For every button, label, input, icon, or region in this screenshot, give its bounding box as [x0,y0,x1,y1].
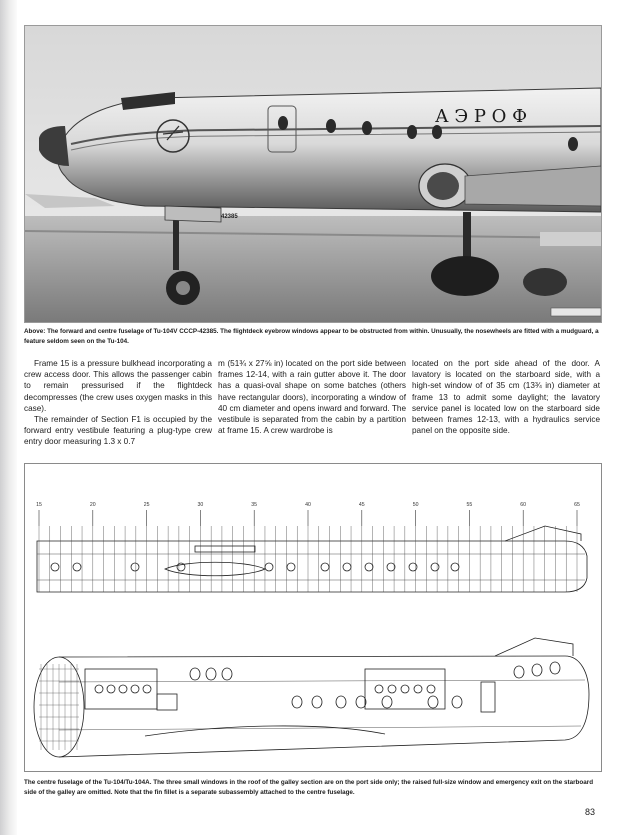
frame-label: 35 [251,502,258,508]
paragraph: located on the port side ahead of the door. A lavatory is located on the starboard side, with a high-set window of of 35 cm (13¾ in) diameter at frame 13 to admit some daylight; the lavatory service panel is located low on the starboard side between frames 12-13, with a hydraulics service panel on the opposite side. [412,359,600,436]
window [550,662,560,674]
body-column-1 [24,358,212,448]
fuselage-drawing [24,463,602,772]
frame-label: 60 [520,502,527,508]
body-column-3 [412,358,600,448]
emergency-exit [157,694,177,710]
main-gear-shadow [523,268,567,296]
page-number: 83 [584,807,595,817]
window [365,563,373,571]
window [287,563,295,571]
cutaway-window [401,685,409,693]
nose-wheel-hub [176,281,190,295]
bulkhead-grid [39,664,79,750]
frame-label: 30 [197,502,204,508]
nose-gear-doors [165,206,221,222]
paragraph: m (51¾ x 27⅝ in) located on the port side between frames 12-14, with a rain gutter above it. The door has a quasi-oval shape on some batches (others have rectangular doors), incorporating a window of 40 cm diameter and opens inward and forward. The vestibule is separated from the cabin by a partition at frame 15. A crew wardrobe is [218,359,406,436]
body-column-2 [218,358,406,448]
window [73,563,81,571]
window [514,666,524,678]
perspective-stringers [59,680,585,730]
paragraph: The remainder of Section F1 is occupied by the forward entry vestibule featuring a plug-type crew entry door measuring 1.3 x 0.7 [24,415,212,447]
wing-fairing [165,562,265,576]
roof-windows [195,546,255,552]
window [312,696,322,708]
photo-edge-marking [551,308,601,316]
distant-vehicle [540,232,601,246]
window [206,668,216,680]
frame-label: 40 [305,502,311,508]
book-spine-shadow [0,0,17,835]
cutaway-window [95,685,103,693]
window [532,664,542,676]
perspective-windows [95,662,560,708]
aircraft-photo [24,25,602,323]
fin-fillet-perspective [495,638,573,656]
aircraft-photo-illustration [25,26,601,322]
cutaway-window [107,685,115,693]
side-view-outline [37,541,587,592]
fin-fillet [505,526,581,541]
door-opening [481,682,495,712]
fuselage-drawing-svg [25,464,601,771]
cutaway-structure-left [85,669,157,709]
window [451,563,459,571]
cutaway-window [414,685,422,693]
nosegear-number: 42385 [221,214,238,220]
window [265,563,273,571]
cutaway-window [427,685,435,693]
cutaway-window [119,685,127,693]
window [321,563,329,571]
body-text [24,358,600,448]
drawing-caption: The centre fuselage of the Tu-104/Tu-104A. The three small windows in the roof of the galley section are on the port side only; the raised full-size window and emergency exit on the starboard side of the galley are omitted. Note that the fin fillet is a separate subassembly attached to the centre fuselage. [24,779,594,796]
window [382,696,392,708]
cutaway-structure-right [365,669,445,709]
perspective-outline [59,656,589,757]
window [222,668,232,680]
window [190,668,200,680]
frame-label: 65 [574,502,580,508]
cutaway-window [375,685,383,693]
side-view-windows [51,546,459,571]
fuselage-lettering: А Э Р О Ф [435,106,528,127]
engine-intake-inner [427,172,459,200]
photo-caption: Above: The forward and centre fuselage of Tu-104V CCCP-42385. The flightdeck eyebrow windows appear to be obstructed from within. Unusually, the nosewheels are fitted with a mudguard, a feature seldom seen on the Tu-104. [24,328,599,345]
cutaway-window [143,685,151,693]
window [356,696,366,708]
side-view [37,526,587,592]
paragraph: Frame 15 is a pressure bulkhead incorporating a crew access door. This allows the passenger cabin to remain pressurised if the flightdeck decompresses (the crew uses oxygen masks in this case). [24,359,212,413]
side-view-frames [39,526,577,592]
frame-label: 50 [412,502,419,508]
cutaway-window [388,685,396,693]
window [131,563,139,571]
side-view-stringers [37,554,585,580]
frame-labels [36,502,580,526]
window [387,563,395,571]
perspective-view [34,638,589,757]
cutaway-window [131,685,139,693]
window [452,696,462,708]
frame-label: 20 [89,502,96,508]
frame-label: 25 [143,502,150,508]
frame-label: 15 [36,502,42,508]
window [292,696,302,708]
frame-label: 45 [358,502,365,508]
window [51,563,59,571]
main-gear-wheels [431,256,499,296]
window [336,696,346,708]
wing-centre-section [145,726,385,736]
window [343,563,351,571]
window [431,563,439,571]
window [428,696,438,708]
main-gear-strut [463,212,471,258]
frame-label: 55 [466,502,473,508]
